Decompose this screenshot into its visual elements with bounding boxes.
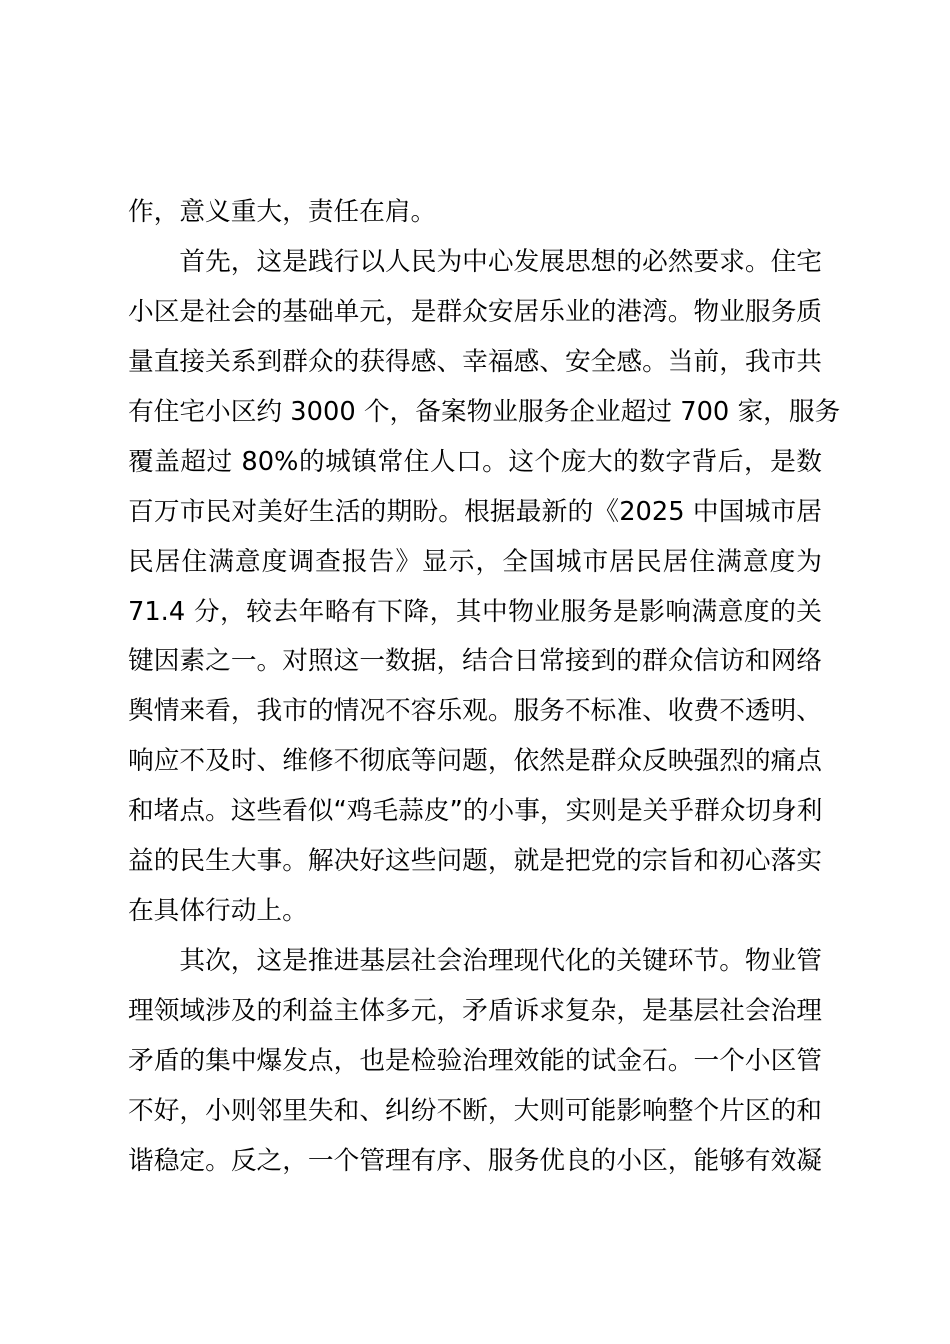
text-line: 71.4 分，较去年略有下降，其中物业服务是影响满意度的关 — [128, 596, 822, 627]
paragraph-continuation — [128, 188, 822, 238]
text-line: 矛盾的集中爆发点，也是检验治理效能的试金石。一个小区管 — [128, 1045, 822, 1076]
text-line: 有住宅小区约 3000 个，备案物业服务企业超过 700 家，服务 — [128, 396, 841, 427]
text-line: 作，意义重大，责任在肩。 — [128, 197, 437, 227]
text-line: 和堵点。这些看似“鸡毛蒜皮”的小事，实则是关乎群众切身利 — [128, 796, 823, 827]
text-line: 首先，这是践行以人民为中心发展思想的必然要求。住宅 — [179, 246, 822, 277]
text-line: 益的民生大事。解决好这些问题，就是把党的宗旨和初心落实 — [128, 846, 822, 877]
text-line: 响应不及时、维修不彻底等问题，依然是群众反映强烈的痛点 — [128, 746, 822, 777]
text-line: 百万市民对美好生活的期盼。根据最新的《2025 中国城市居 — [128, 496, 822, 527]
text-line: 舆情来看，我市的情况不容乐观。服务不标准、收费不透明、 — [128, 696, 822, 727]
text-line: 理领域涉及的利益主体多元，矛盾诉求复杂，是基层社会治理 — [128, 996, 822, 1026]
document-body — [128, 188, 841, 1187]
text-line: 不好，小则邻里失和、纠纷不断，大则可能影响整个片区的和 — [128, 1095, 822, 1126]
text-line: 小区是社会的基础单元，是群众安居乐业的港湾。物业服务质 — [128, 296, 822, 327]
text-line: 谐稳定。反之，一个管理有序、服务优良的小区，能够有效凝 — [128, 1145, 822, 1176]
paragraph-first-point — [128, 238, 841, 937]
text-line: 键因素之一。对照这一数据，结合日常接到的群众信访和网络 — [128, 646, 822, 677]
text-line: 在具体行动上。 — [128, 896, 308, 927]
text-line: 其次，这是推进基层社会治理现代化的关键环节。物业管 — [179, 946, 822, 977]
text-line: 量直接关系到群众的获得感、幸福感、安全感。当前，我市共 — [128, 346, 822, 377]
paragraph-second-point — [128, 937, 822, 1187]
text-line: 民居住满意度调查报告》显示，全国城市居民居住满意度为 — [128, 546, 822, 577]
text-line: 覆盖超过 80%的城镇常住人口。这个庞大的数字背后，是数 — [128, 446, 822, 477]
